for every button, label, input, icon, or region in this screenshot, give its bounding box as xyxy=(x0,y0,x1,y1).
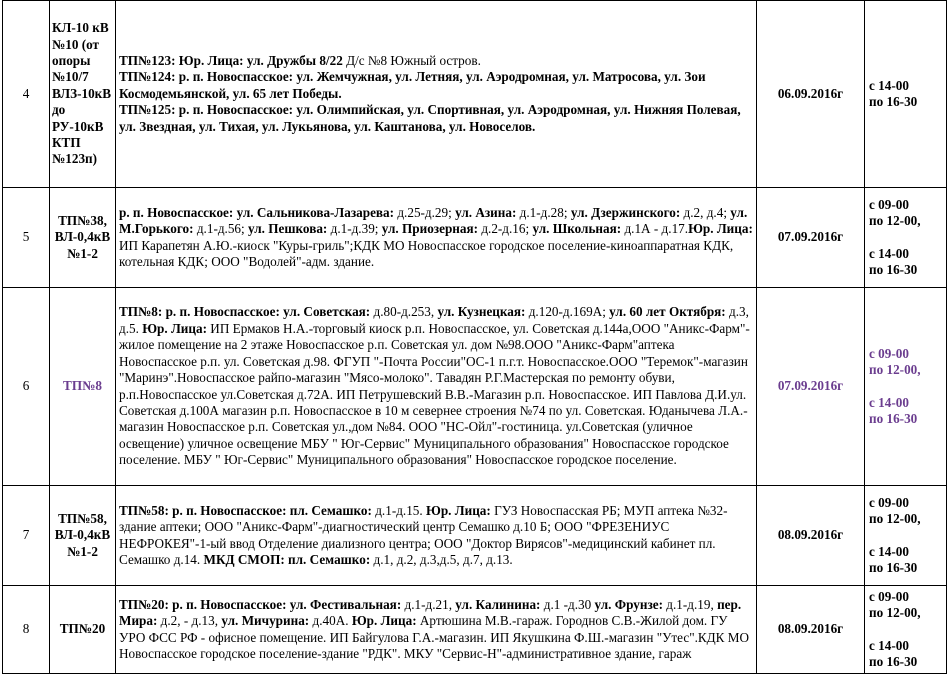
address-segment: Юр. Лица: xyxy=(688,221,753,237)
outage-time xyxy=(865,288,947,486)
address-segment: ул. М.Горького: xyxy=(119,204,748,237)
address-segment: д.2, д.4; xyxy=(680,204,731,220)
address-segment: д.1-д.15. xyxy=(371,502,426,518)
time-line: по 12-00, xyxy=(869,213,921,229)
power-line-name: ТП№58, ВЛ-0,4кВ №1-2 xyxy=(50,486,116,586)
address-segment: ТП№123: Юр. Лица: ул. Дружбы 8/22 xyxy=(119,52,343,68)
address-segment: д.120-д.169А; xyxy=(525,304,610,320)
time-line: с 14-00 xyxy=(869,394,909,410)
address-segment: д.1, д.2, д.3,д.5, д.7, д.13. xyxy=(370,551,513,567)
time-line: с 09-00 xyxy=(869,494,909,510)
address-list xyxy=(116,288,757,486)
address-segment: ул. Калинина: xyxy=(455,596,541,612)
address-segment: д.3, д.5. xyxy=(119,304,749,336)
address-segment: д.1-д.56; xyxy=(193,221,248,237)
address-segment: ул. Дзержинского: xyxy=(570,204,681,220)
row-number: 6 xyxy=(3,288,50,486)
address-segment: Артюшина М.В.-гараж. Городнов С.В.-Жилой дом. ГУ УРО ФСС РФ - офисное помещение. ИП Байгулова Г.А.-магазин. ИП Якушкина Ф.Ш.-магазин "Утес".КДК МО Новоспасское городское поселение-здание "РДК". МКУ "Сервис-Н"-административное здание, гараж xyxy=(119,613,750,661)
address-segment: д.80-д.253, xyxy=(370,304,438,320)
address-segment: д.1-д.19, xyxy=(663,596,718,612)
time-line: по 12-00, xyxy=(869,362,921,378)
address-segment: Юр. Лица: xyxy=(351,613,417,629)
table-row xyxy=(3,486,947,586)
address-segment: ТП№125: р. п. Новоспасское: ул. Олимпийская, ул. Спортивная, ул. Аэродромная, ул. Нижняя Полевая, ул. Звездная, ул. Тихая, ул. Лукьянова, ул. Каштанова, ул. Новоселов. xyxy=(119,102,741,134)
address-list xyxy=(116,486,757,586)
address-segment: ул. Пешкова: xyxy=(248,221,328,237)
address-segment: пер. Мира: xyxy=(119,596,742,629)
address-segment: ул. Школьная: xyxy=(532,221,622,237)
outage-date: 07.09.2016г xyxy=(757,288,865,486)
time-line: по 12-00, xyxy=(869,605,921,621)
address-list xyxy=(116,188,757,288)
address-segment: д.40А. xyxy=(309,613,352,629)
address-segment: ГУЗ Новоспасская РБ; МУП аптека №32-здание аптеки; ООО "Аникс-Фарм"-диагностический центр Семашко д.10 Б; ООО "ФРЕЗЕНИУС НЕФРОКЕЯ"-1-ый ввод Отделение диализного центра; ООО "Доктор Вирясов"-медицинский кабинет пл. Семашко д.14. xyxy=(119,502,728,567)
address-segment: Юр. Лица: xyxy=(426,502,491,518)
address-segment: ИП Ермаков Н.А.-торговый киоск р.п. Новоспасское, ул. Советская д.144а,ООО "Аникс-Фарм"-жилое помещение на 2 этаже Новоспасское р.п. Советская ул. дом №98.ООО "Аникс-Фарм"аптека Новоспасское р.п. ул. Советская д.98. ФГУП "-Почта России"ОС-1 п.г.т. Новоспасское.ООО "Теремок"-магазин "Маринэ".Новоспасское райпо-магазин "Мясо-молоко". Тавадян Р.Г.Мастерская по ремонту обуви, р.п.Новоспасское ул.Советская д.72А. ИП Петрушевский В.В.-Магазин р.п. Новоспасское. ИП Павлова Д.И.ул. Советская д.100А магазин р.п. Новоспасское в 10 м севернее строения №74 по ул. Советская. Юданычева Л.А.-магазин Новоспасское р.п. Советская ул.,дом №84. ООО "НС-Ойл"-гостиница. ул.Советская (уличное освещение) уличное освещение МБУ " Юг-Сервис" Муниципального образования" Новоспасское городское поселение. МБУ " Юг-Сервис" Муниципального образования" Новоспасское городское поселение. xyxy=(119,320,750,468)
time-line: по 16-30 xyxy=(869,261,918,277)
time-line: с 09-00 xyxy=(869,196,909,212)
address-segment: д.1-д.21, xyxy=(401,596,456,612)
time-line: по 16-30 xyxy=(869,653,918,669)
time-line: по 16-30 xyxy=(869,410,918,426)
power-line-name: ТП№20 xyxy=(50,586,116,674)
time-line: с 14-00 xyxy=(869,543,909,559)
address-segment: д.1-д.39; xyxy=(327,221,382,237)
address-segment: д.1 -д.30 xyxy=(540,596,595,612)
row-number: 5 xyxy=(3,188,50,288)
address-segment: ТП№58: р. п. Новоспасское: пл. Семашко: xyxy=(119,502,372,518)
outage-time xyxy=(865,586,947,674)
address-segment: Юр. Лица: xyxy=(142,320,207,336)
table-row xyxy=(3,288,947,486)
outage-date: 06.09.2016г xyxy=(757,1,865,188)
table-row xyxy=(3,1,947,188)
time-line: по 16-30 xyxy=(869,94,918,109)
address-segment: ИП Карапетян А.Ю.-киоск "Куры-гриль";КДК МО Новоспасское городское поселение-киноаппаратная КДК, котельная КДК; ООО "Водолей"-адм. здание. xyxy=(119,237,734,269)
outage-date: 07.09.2016г xyxy=(757,188,865,288)
outage-time xyxy=(865,1,947,188)
address-list xyxy=(116,1,757,188)
outage-date: 08.09.2016г xyxy=(757,486,865,586)
time-line: по 16-30 xyxy=(869,559,918,575)
address-segment: ТП№20: р. п. Новоспасское: ул. Фестивальная: xyxy=(119,596,402,612)
row-number: 4 xyxy=(3,1,50,188)
outage-time xyxy=(865,188,947,288)
table-row xyxy=(3,188,947,288)
address-segment: д.2-д.16; xyxy=(478,221,533,237)
address-segment: ул. Фрунзе: xyxy=(594,596,663,612)
address-segment: ТП№124: р. п. Новоспасское: ул. Жемчужная, ул. Летняя, ул. Аэродромная, ул. Матросова, ул. Зои Космодемьянской, ул. 65 лет Победы. xyxy=(119,69,706,101)
address-segment: ул. Азина: xyxy=(455,204,517,220)
address-segment: Д/с №8 Южный остров. xyxy=(342,52,481,68)
address-segment: д.25-д.29; xyxy=(394,204,456,220)
time-line: с 14-00 xyxy=(869,637,909,653)
address-segment: ТП№8: р. п. Новоспасское: ул. Советская: xyxy=(119,304,371,320)
address-segment: д.2, - д.13, xyxy=(157,613,222,629)
time-spacer xyxy=(869,622,942,638)
power-line-name: ТП№8 xyxy=(50,288,116,486)
row-number: 7 xyxy=(3,486,50,586)
address-segment: ул. Мичурина: xyxy=(221,613,310,629)
address-segment: ул. Приозерная: xyxy=(381,221,479,237)
address-segment: р. п. Новоспасское: ул. Сальникова-Лазарева: xyxy=(119,204,395,220)
time-spacer xyxy=(869,528,942,544)
power-line-name: КЛ-10 кВ №10 (от опоры №10/7 ВЛЗ-10кВ до РУ-10кВ КТП №123п) xyxy=(50,1,116,188)
time-line: с 09-00 xyxy=(869,345,909,361)
outage-schedule-table xyxy=(2,0,947,674)
address-segment: д.1А - д.17. xyxy=(621,221,689,237)
power-line-name: ТП№38, ВЛ-0,4кВ №1-2 xyxy=(50,188,116,288)
row-number: 8 xyxy=(3,586,50,674)
address-segment: ул. 60 лет Октября: xyxy=(609,304,726,320)
time-spacer xyxy=(869,379,942,395)
address-segment: МКД СМОП: пл. Семашко: xyxy=(203,551,371,567)
address-list xyxy=(116,586,757,674)
time-line: по 12-00, xyxy=(869,511,921,527)
time-spacer xyxy=(869,230,942,246)
time-line: с 14-00 xyxy=(869,77,909,93)
table-row xyxy=(3,586,947,674)
time-line: с 14-00 xyxy=(869,245,909,261)
outage-time xyxy=(865,486,947,586)
address-segment: д.1-д.28; xyxy=(516,204,571,220)
outage-date: 08.09.2016г xyxy=(757,586,865,674)
address-segment: ул. Кузнецкая: xyxy=(437,304,526,320)
time-line: с 09-00 xyxy=(869,588,909,604)
